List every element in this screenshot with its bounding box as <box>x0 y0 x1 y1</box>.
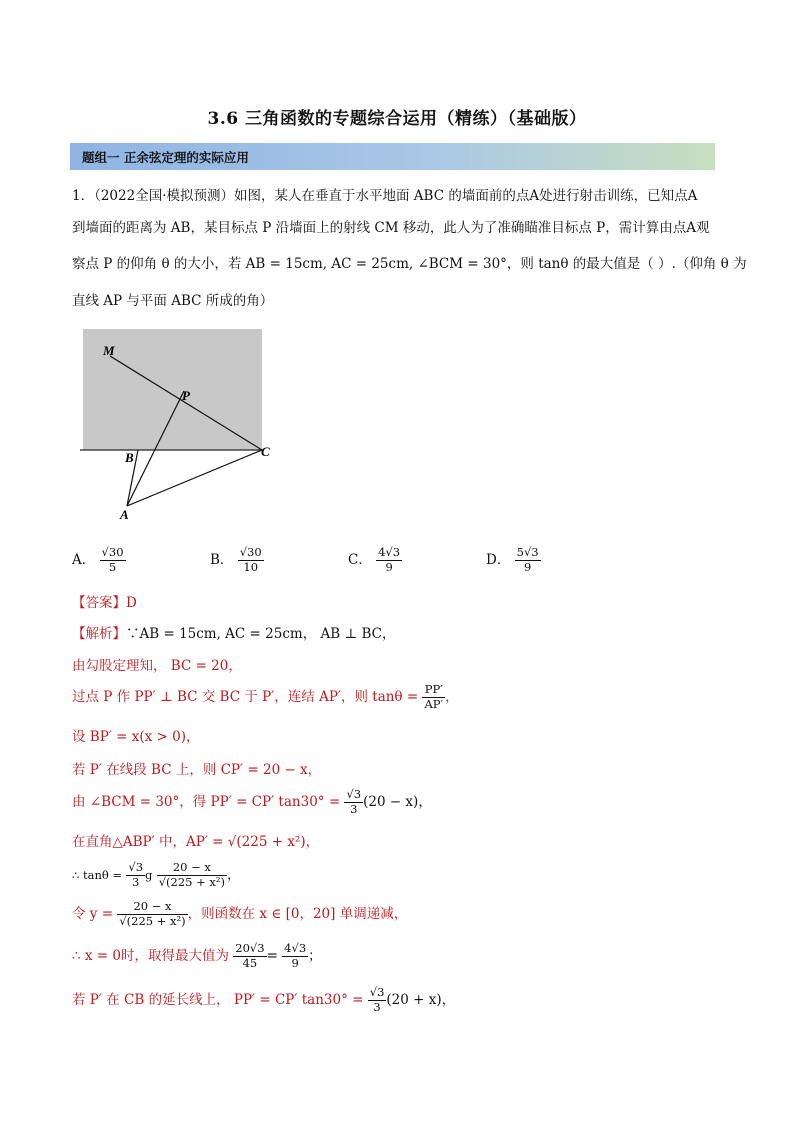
solution-line-9: 令 y = $\frac{20 - x}{\text{√(225 + x²)}}$ ，则函数在 x ∈ [0，20] 单调递减， <box>72 899 408 928</box>
question-line-2: 到墙面的距离为 AB，某目标点 P 沿墙面上的射线 CM 移动，此人为了准确瞄准目标点 P，需计算由点A观 <box>72 220 710 236</box>
solution-line-8: ∴ tanθ = $\frac{√3}{3}$ g $\frac{20 - x}{\text{√(225 + x²)}}$ ， <box>72 860 241 889</box>
answer-line: 【答案】D <box>72 595 137 611</box>
label-m: M <box>103 343 115 358</box>
solution-line-3: 过点 P 作 PP′ ⊥ BC 交 BC 于 P′，连结 AP′，则 tanθ = $\frac{PP'}{AP'}$ ， <box>72 682 459 711</box>
label-b: B <box>125 450 134 465</box>
option-b: B． $\frac{√30}{10}$ <box>210 545 262 574</box>
label-c: C <box>261 444 270 459</box>
solution-line-6: 由 ∠BCM = 30°，得 PP′ = CP′ tan30° = $\frac{√3}{3}$ (20 − x)， <box>72 787 432 816</box>
question-line-4: 直线 AP 与平面 ABC 所成的角） <box>72 293 274 309</box>
solution-line-2: 由勾股定理知， BC = 20， <box>72 658 242 674</box>
solution-line-10: ∴ x = 0时，取得最大值为 $\frac{20√3}{45}$ = $\frac{4√3}{9}$ ； <box>72 941 322 970</box>
segment-ac <box>127 450 262 506</box>
page-title: 3.6 三角函数的专题综合运用（精练）（基础版） <box>207 109 587 129</box>
question-line-3: 察点 P 的仰角 θ 的大小，若 AB = 15cm, AC = 25cm, ∠BCM = 30°，则 tanθ 的最大值是（ ）.（仰角 θ 为 <box>72 256 747 272</box>
geometry-figure <box>80 326 280 526</box>
solution-line-4: 设 BP′ = x(x > 0)， <box>72 729 200 745</box>
solution-line-1: 【解析】∵AB = 15cm, AC = 25cm， AB ⊥ BC， <box>72 626 396 642</box>
label-a: A <box>120 507 129 522</box>
option-c: C． $\frac{4√3}{9}$ <box>348 545 401 574</box>
section-header <box>70 143 715 170</box>
solution-line-11: 若 P′ 在 CB 的延长线上， PP′ = CP′ tan30° = $\frac{√3}{3}$ (20 + x)， <box>72 985 456 1014</box>
solution-line-7: 在直角△ABP′ 中，AP′ = √(225 + x²)， <box>72 834 320 850</box>
solution-line-5: 若 P′ 在线段 BC 上，则 CP′ = 20 − x， <box>72 762 322 778</box>
section-title: 题组一 正余弦定理的实际应用 <box>82 150 249 165</box>
question-line-1: 1．（2022全国·模拟预测）如图，某人在垂直于水平地面 ABC 的墙面前的点A处进行射击训练，已知点A <box>72 188 698 204</box>
label-p: P <box>182 388 190 403</box>
option-a: A． $\frac{√30}{5}$ <box>72 545 124 574</box>
option-d: D． $\frac{5√3}{9}$ <box>486 545 539 574</box>
